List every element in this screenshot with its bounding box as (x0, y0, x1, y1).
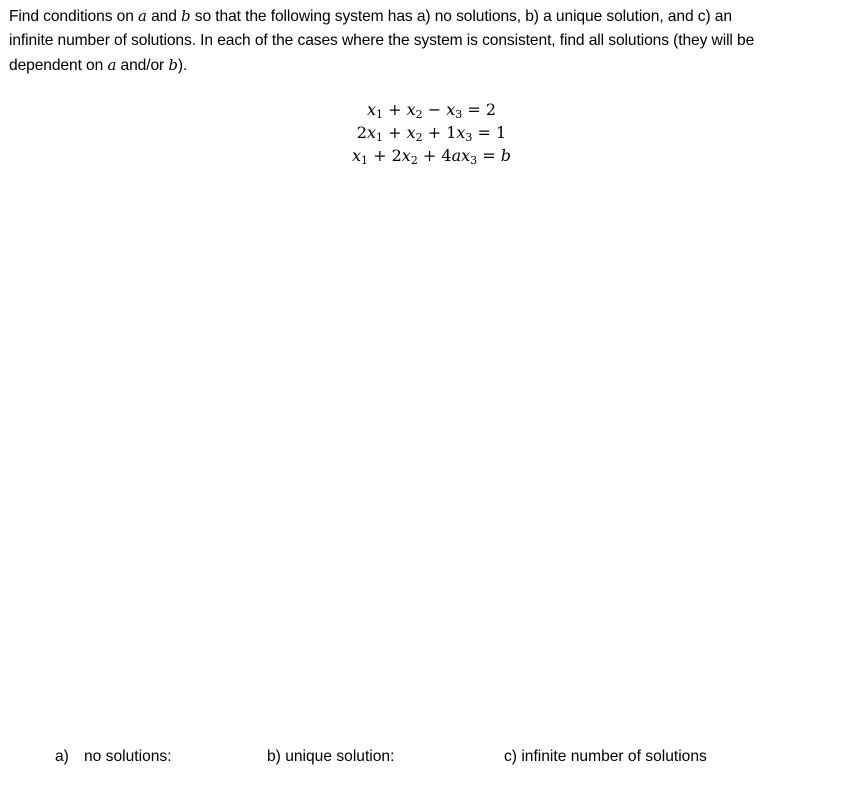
variable-a: a (138, 7, 147, 25)
answer-b-label: b) unique solution: (267, 748, 395, 765)
problem-statement (9, 4, 849, 78)
problem-line-3: dependent on a and/or b). (9, 56, 188, 74)
variable-a: a (107, 56, 117, 74)
variable-b: b (168, 56, 178, 74)
answer-c-label: c) infinite number of solutions (504, 748, 707, 765)
problem-line-2: infinite number of solutions. In each of the cases where the system is consistent, find all solutions (they will be (9, 32, 755, 49)
answer-labels (0, 745, 863, 769)
answer-a-label: no solutions: (84, 748, 172, 765)
equation-1: $x_1 + x_2 - x_3 = 2$ (366, 100, 496, 121)
answer-a-letter: a) (55, 748, 69, 765)
problem-line-1: Find conditions on a and b so that the following system has a) no solutions, b) a unique solution, and c) an (9, 7, 732, 25)
equation-3: $x_1 + 2x_2 + 4ax_3 = b$ (352, 146, 511, 167)
equation-2: $2x_1 + x_2 + 1x_3 = 1$ (356, 123, 507, 144)
variable-b: b (181, 7, 191, 25)
equation-system (0, 98, 863, 167)
